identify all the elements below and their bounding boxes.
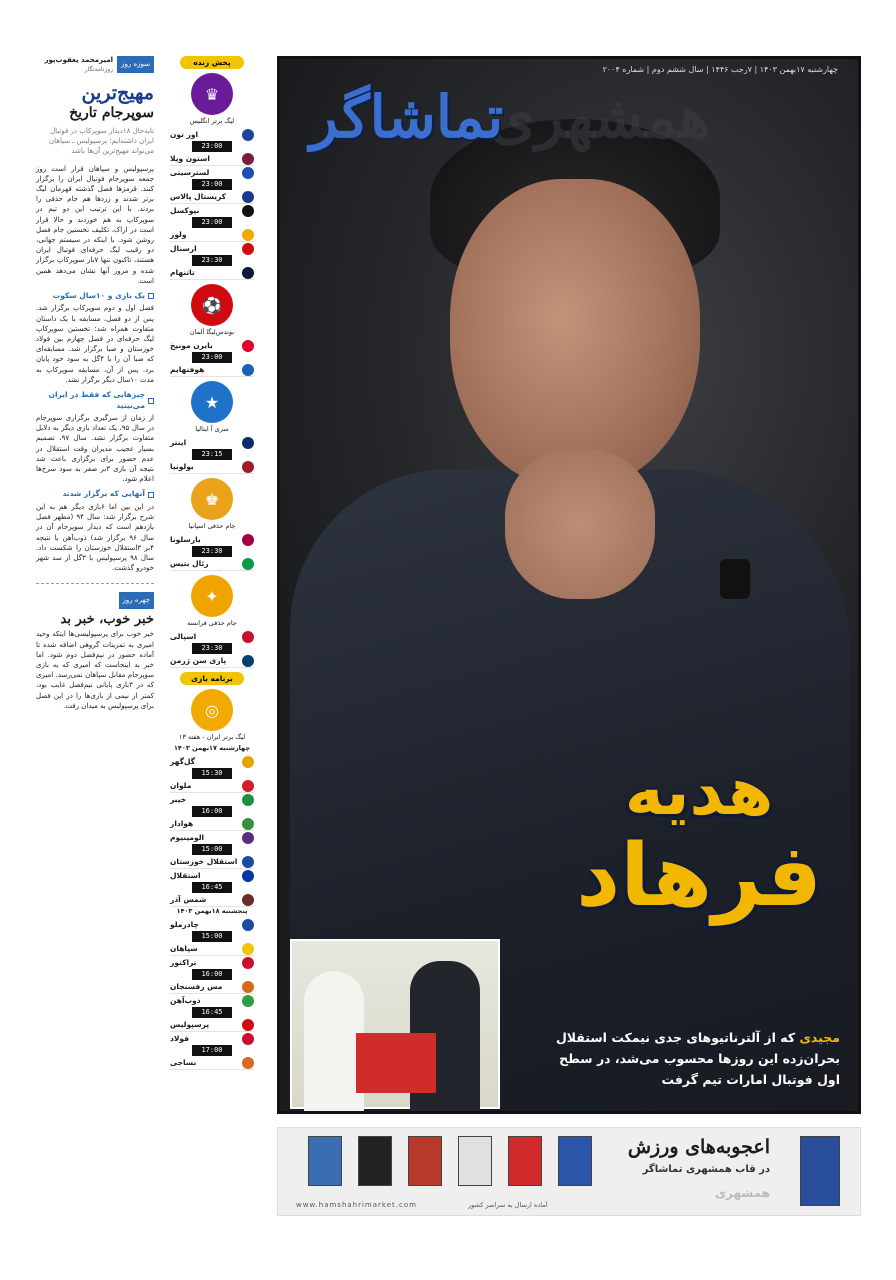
column2-title: خبر خوب، خبر بد (60, 611, 154, 627)
checkbox-icon (148, 492, 154, 498)
team-name: بایرن مونیخ (170, 341, 213, 350)
section-2-text: از زمان از سرگیری برگزاری سوپرجام در سال ۹۵، یک تعداد بازی دیگر به دلایل متفاوت برگزار نشد. سال ۹۷، تصمیم بسیار عجیب مدیران وقت استقلال در عدم حضور برای برگزاری باعث شد نتیجه آن بازی ۳بر صفر به سود سرخ‌ها اعلام شود. (36, 414, 154, 484)
home-team (170, 204, 254, 217)
team-crest-icon (242, 437, 254, 449)
advert-url[interactable]: www.hamshahrimarket.com (296, 1201, 417, 1209)
team-name: نساجی (170, 1058, 197, 1067)
magazine-logo: تماشاگر (310, 83, 504, 151)
team-name: الومینیوم (170, 833, 205, 842)
team-crest-icon (242, 205, 254, 217)
magazine-thumbnail (308, 1136, 342, 1186)
kickoff-time: 23:00 (192, 217, 232, 228)
home-team (170, 1032, 254, 1045)
kickoff-time: 23:00 (192, 352, 232, 363)
team-name: کریستال پالاس (170, 192, 227, 201)
kickoff-time: 15:00 (192, 931, 232, 942)
magazine-thumbnail (558, 1136, 592, 1186)
team-crest-icon (242, 870, 254, 882)
wristwatch (720, 559, 750, 599)
advert-title: اعجوبه‌های ورزش (627, 1136, 770, 1158)
kickoff-time: 15:00 (192, 844, 232, 855)
dateline: چهارشنبه ۱۷بهمن ۱۴۰۳ | ۷رجب ۱۴۴۶ | سال ششم دوم | شماره ۲۰۰۴ (602, 65, 838, 74)
team-crest-icon (242, 756, 254, 768)
match-row (170, 831, 254, 869)
match-row (170, 166, 254, 204)
competition-logo-icon: ✦ (191, 575, 233, 617)
kickoff-time: 23:30 (192, 643, 232, 654)
advert-subtitle: در قاب همشهری تماشاگر (642, 1164, 770, 1175)
team-name: هوادار (170, 819, 194, 828)
home-team (170, 630, 254, 643)
away-team (170, 190, 254, 203)
column2-text: خبر خوب برای پرسپولیسی‌ها اینکه وحید امیری به تمرینات گروهی اضافه شده تا آماده حضور در نیم‌فصل دوم شود. اما خبر بد اینجاست که امیری که به بازی سوپرجام مقابل سپاهان نمی‌رسد. امیری که در ۳بازی پایانی نیم‌فصل غایب بود، کمتر از نیمی از بازی‌ها را در این فصل برای پرسپولیس به میدان رفت. (36, 630, 154, 710)
advert-note: آماده ارسال به سراسر کشور (468, 1201, 548, 1209)
team-name: فولاد (170, 1034, 190, 1043)
team-name: تاتنهام (170, 268, 195, 277)
team-crest-icon (242, 364, 254, 376)
team-name: بارسلونا (170, 535, 201, 544)
team-name: چادرملو (170, 920, 199, 929)
match-row (170, 128, 254, 166)
kickoff-time: 23:15 (192, 449, 232, 460)
away-team (170, 817, 254, 830)
team-crest-icon (242, 655, 254, 667)
team-crest-icon (242, 981, 254, 993)
team-crest-icon (242, 995, 254, 1007)
match-row (170, 436, 254, 474)
kickoff-time: 23:30 (192, 255, 232, 266)
team-name: استون ویلا (170, 154, 210, 163)
team-crest-icon (242, 243, 254, 255)
home-team (170, 436, 254, 449)
kickoff-time: 23:30 (192, 546, 232, 557)
competition-logo-icon: ◎ (191, 689, 233, 731)
home-team (170, 339, 254, 352)
publisher-logo: همشهری (490, 83, 710, 151)
home-team (170, 755, 254, 768)
match-row (170, 630, 254, 668)
away-team (170, 654, 254, 667)
away-team (170, 893, 254, 906)
team-crest-icon (242, 919, 254, 931)
away-team (170, 228, 254, 241)
team-name: خیبر (170, 795, 187, 804)
team-name: ارسنال (170, 244, 197, 253)
away-team (170, 1056, 254, 1069)
section-1-text: فصل اول و دوم سوپرکاپ برگزار شد. پس از دو فصل، مسابقه با یک داستان متفاوت همراه شد؛ تخستین سوپرکاپ لیگ حرفه‌ای در فصل چهارم بین فولاد خوزستان و صبا برگزار شد. مسابقه‌ای که صبا آن را با ۴گل به سود خود پایان برد. پس از آن، مسابقه سوپرکاپ به مدت ۱۰سال دیگر برگزار نشد. (36, 304, 154, 384)
team-crest-icon (242, 832, 254, 844)
match-row (170, 869, 254, 907)
competition-name: جام حذفی اسپانیا (188, 522, 236, 530)
team-crest-icon (242, 461, 254, 473)
team-crest-icon (242, 1057, 254, 1069)
column-divider (36, 583, 154, 584)
subheading-3: آنهایی که برگزار شدند (36, 489, 154, 500)
home-team (170, 994, 254, 1007)
team-name: بولونیا (170, 462, 194, 471)
advert-logo: همشهری (715, 1186, 770, 1200)
team-crest-icon (242, 1033, 254, 1045)
competition-name: جام حذفی فرانسه (187, 619, 237, 627)
cover-page (277, 56, 861, 1114)
kickoff-time: 16:45 (192, 1007, 232, 1018)
home-team (170, 956, 254, 969)
team-name: رئال بتیس (170, 559, 209, 568)
home-team (170, 128, 254, 141)
away-team (170, 460, 254, 473)
kickoff-time: 15:30 (192, 768, 232, 779)
team-crest-icon (242, 631, 254, 643)
team-crest-icon (242, 340, 254, 352)
team-crest-icon (242, 191, 254, 203)
column-title: مهیج‌ترین (81, 81, 154, 104)
magazine-advert[interactable] (277, 1127, 861, 1216)
team-name: پاری سن ژرمن (170, 656, 227, 665)
competition-name: سری آ ایتالیا (195, 425, 229, 433)
team-crest-icon (242, 1019, 254, 1031)
column-lead: تابه‌حال ۱۸دیدار سوپرکاپ در فوتبال ایران داشته‌ایم؛ پرسپولیس ـ سپاهان می‌تواند مهیج‌ترین آن‌ها باشد (48, 126, 154, 155)
team-name: ملوان (170, 781, 192, 790)
deck-highlight: مجیدی (799, 1030, 840, 1045)
author-name: امیرمحمد یعقوب‌پور (44, 56, 114, 64)
headline-line-2: فرهاد (576, 826, 822, 926)
team-crest-icon (242, 167, 254, 179)
away-team (170, 363, 254, 376)
kickoff-time: 17:00 (192, 1045, 232, 1056)
competition-name: لیگ برتر انگلیس (189, 117, 235, 125)
home-team (170, 869, 254, 882)
competition-logo-icon: ♛ (191, 73, 233, 115)
team-name: تراکتور (170, 958, 197, 967)
kickoff-time: 16:00 (192, 969, 232, 980)
inset-photo (290, 939, 500, 1109)
match-row (170, 956, 254, 994)
match-row (170, 1032, 254, 1070)
match-row (170, 339, 254, 377)
team-name: مس رفسنجان (170, 982, 223, 991)
kickoff-time: 16:45 (192, 882, 232, 893)
away-team (170, 152, 254, 165)
team-crest-icon (242, 780, 254, 792)
headline-line-1: هدیه (624, 753, 774, 830)
checkbox-icon (148, 293, 154, 299)
team-name: گل‌گهر (170, 757, 196, 766)
match-date: پنجشنبه ۱۸بهمن ۱۴۰۳ (176, 907, 248, 915)
team-crest-icon (242, 229, 254, 241)
team-crest-icon (242, 794, 254, 806)
opinion-column (36, 56, 154, 1256)
home-team (170, 166, 254, 179)
section-tag-2: چهره روز (119, 592, 154, 609)
competition-logo-icon: ♚ (191, 478, 233, 520)
magazine-cover-thumbnail (800, 1136, 840, 1206)
home-team (170, 831, 254, 844)
away-team (170, 855, 254, 868)
team-name: اور تون (170, 130, 199, 139)
team-name: اسپالی (170, 632, 197, 641)
column-intro: پرسپولیس و سپاهان قرار است روز جمعه سوپرجام فوتبال ایران را برگزار کنند. قرمزها فصل گذشته قهرمان لیگ برتر شدند و زردها هم جام حذفی را بردند. با این ترتیب این دو تیم در سوپرکاپ به هم خوردند و حالا قرار است در اراک، تکلیف نخستین جام فصل روشن شود. با اینکه در سیستم جهانی، دو رقیب لیگ حرفه‌ای فوتبال ایران هستند، تاکنون تنها ۷بار سوپرکاپ برگزار شده و مرور آنها نشان می‌دهد همین است. (36, 164, 154, 285)
match-row (170, 918, 254, 956)
kickoff-time: 23:00 (192, 179, 232, 190)
team-name: نیوکسل (170, 206, 200, 215)
live-broadcast-label: پخش زنده (180, 56, 244, 69)
team-shirt (356, 1033, 436, 1093)
team-crest-icon (242, 818, 254, 830)
team-crest-icon (242, 129, 254, 141)
coach-hand (505, 449, 655, 599)
kickoff-time: 23:00 (192, 141, 232, 152)
team-crest-icon (242, 894, 254, 906)
author-role: روزنامه‌نگار (84, 66, 114, 73)
column-header (36, 56, 154, 76)
competition-logo-icon: ★ (191, 381, 233, 423)
magazine-thumbnail (508, 1136, 542, 1186)
away-team (170, 942, 254, 955)
match-date: چهارشنبه ۱۷بهمن ۱۴۰۳ (173, 744, 251, 752)
competition-name: لیگ برتر ایران - هفته ۱۳ (178, 733, 246, 741)
team-name: سپاهان (170, 944, 198, 953)
match-row (170, 793, 254, 831)
competition-logo-icon: ⚽ (191, 284, 233, 326)
team-crest-icon (242, 153, 254, 165)
program-label: برنامه بازی (180, 672, 244, 685)
magazine-thumbnail (408, 1136, 442, 1186)
team-crest-icon (242, 943, 254, 955)
home-team (170, 242, 254, 255)
deck-text: که از آلترناتیوهای جدی نیمکت استقلال بحران‌زده این روزها محسوب می‌شد، در سطح اول فوتبال امارات تیم گرفت (555, 1030, 840, 1087)
away-team (170, 980, 254, 993)
kickoff-time: 16:00 (192, 806, 232, 817)
away-team (170, 557, 254, 570)
team-name: شمس آذر (170, 895, 207, 904)
competition-name: بوندس‌لیگا آلمان (189, 328, 235, 336)
match-row (170, 533, 254, 571)
subheading-2: چیزهایی که فقط در ایران می‌بینید (36, 390, 154, 411)
home-team (170, 918, 254, 931)
column-subtitle: سوپرجام تاریخ (69, 104, 154, 121)
team-crest-icon (242, 856, 254, 868)
away-team (170, 1018, 254, 1031)
coach-face (450, 179, 700, 489)
team-name: ولوز (170, 230, 187, 239)
subheading-1: یک بازی و ۱۰سال سکوت (36, 291, 154, 302)
team-name: اینتر (170, 438, 187, 447)
headline-deck (540, 1027, 840, 1090)
section-tag: سوزه روز (117, 56, 154, 73)
match-row (170, 755, 254, 793)
main-headline (576, 753, 822, 926)
team-crest-icon (242, 534, 254, 546)
team-name: هوفنهایم (170, 365, 205, 374)
away-team (170, 779, 254, 792)
team-name: پرسپولیس (170, 1020, 210, 1029)
magazine-thumbnail (458, 1136, 492, 1186)
match-row (170, 242, 254, 280)
team-crest-icon (242, 267, 254, 279)
match-row (170, 204, 254, 242)
team-crest-icon (242, 957, 254, 969)
checkbox-icon (148, 398, 154, 404)
home-team (170, 793, 254, 806)
official-figure (304, 971, 364, 1111)
home-team (170, 533, 254, 546)
team-name: استقلال خوزستان (170, 857, 238, 866)
magazine-thumbnail (358, 1136, 392, 1186)
team-crest-icon (242, 558, 254, 570)
match-schedule (170, 56, 254, 1256)
column2-header (36, 592, 154, 609)
team-name: استقلال (170, 871, 201, 880)
match-row (170, 994, 254, 1032)
section-3-text: در این بین اما ۶بازی دیگر هم به این شرح برگزار شد: سال ۹۴ (مطهر فصل یازدهم است که دیدار سوپرجام آن در سال ۹۶ برگزار شد) ذوب‌آهن با نتیجه ۴بر ۳استقلال خوزستان را شکست داد. سال ۹۸ پرسپولیس با ۳گل از سد شهر خودرو گذشت. (36, 502, 154, 573)
team-name: ذوب‌آهن (170, 996, 201, 1005)
away-team (170, 266, 254, 279)
team-name: لسترسیتی (170, 168, 210, 177)
